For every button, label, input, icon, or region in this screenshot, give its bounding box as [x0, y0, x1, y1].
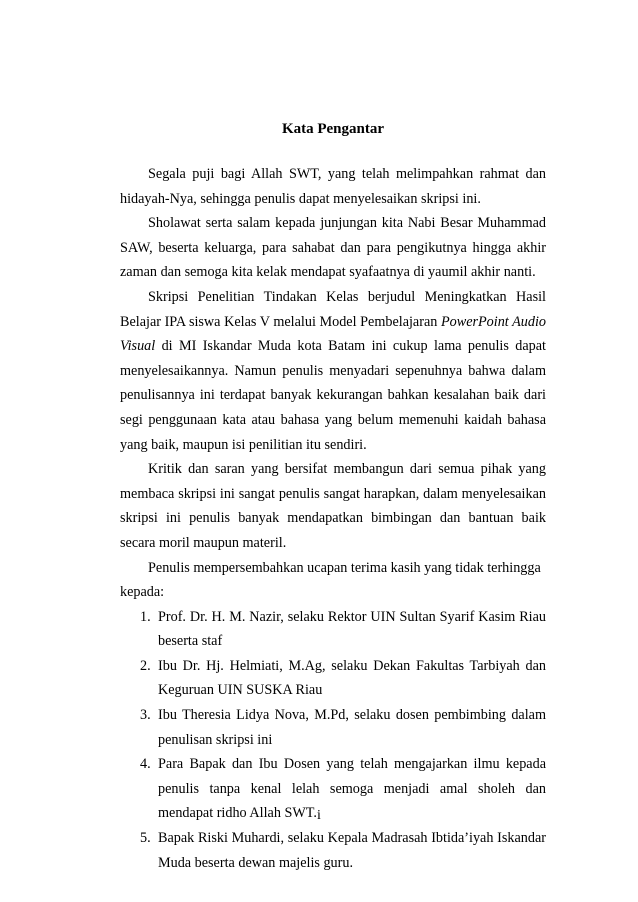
- paragraph-sholawat: Sholawat serta salam kepada junjungan kita Nabi Besar Muhammad SAW, beserta keluarga, para sahabat dan para pengikutnya hingga akhir zaman dan semoga kita kelak mendapat syafaatnya di yaumil akhir nanti.: [120, 215, 546, 281]
- thanks-list: [120, 605, 546, 876]
- paragraph-critique: Kritik dan saran yang bersifat membangun dari semua pihak yang membaca skripsi ini sangat penulis sangat harapkan, dalam menyelesaikan skripsi ini penulis banyak mendapatkan bimbingan dan bantuan baik secara moril maupun materil.: [120, 461, 546, 551]
- paragraph-opening: Segala puji bagi Allah SWT, yang telah melimpahkan rahmat dan hidayah-Nya, sehingga penulis dapat menyelesaikan skripsi ini.: [120, 166, 546, 207]
- list-item-text: Para Bapak dan Ibu Dosen yang telah mengajarkan ilmu kepada penulis tanpa kenal lelah semoga menjadi amal sholeh dan mendapat ridho Allah SWT.: [158, 756, 546, 822]
- list-item: [120, 703, 546, 752]
- page-number: i: [317, 808, 321, 823]
- list-item: [120, 654, 546, 703]
- list-item-text: Bapak Riski Muhardi, selaku Kepala Madrasah Ibtida’iyah Iskandar Muda beserta dewan majelis guru.: [158, 830, 546, 871]
- list-item-number: 4.: [140, 756, 151, 773]
- list-item-text: Prof. Dr. H. M. Nazir, selaku Rektor UIN Sultan Syarif Kasim Riau beserta staf: [158, 608, 546, 650]
- paragraph-research: [120, 285, 546, 457]
- paragraph-thanks-continued: kepada:: [120, 584, 165, 601]
- document-body: [120, 118, 546, 875]
- list-item-number: 3.: [140, 707, 151, 724]
- paragraph-thanks-intro: Penulis mempersembahkan ucapan terima kasih yang tidak terhingga: [148, 559, 541, 576]
- list-item-number: 2.: [140, 657, 151, 674]
- list-item: [120, 605, 546, 654]
- research-text-before: Skripsi Penelitian Tindakan Kelas berjudul Meningkatkan Hasil Belajar IPA siswa Kelas V melalui Model Pembelajaran: [120, 288, 546, 330]
- list-item-number: 5.: [140, 830, 151, 847]
- list-item-number: 1.: [140, 608, 151, 625]
- research-text-italic: PowerPoint Audio Visual: [120, 313, 546, 355]
- list-item-text: Ibu Theresia Lidya Nova, M.Pd, selaku dosen pembimbing dalam penulisan skripsi ini: [158, 707, 546, 748]
- page-title: Kata Pengantar: [281, 121, 385, 137]
- list-item: [120, 826, 546, 875]
- list-item-text: Ibu Dr. Hj. Helmiati, M.Ag, selaku Dekan Fakultas Tarbiyah dan Keguruan UIN SUSKA Riau: [158, 657, 546, 699]
- research-text-after: di MI Iskandar Muda kota Batam ini cukup lama penulis dapat menyelesaikannya. Namun penulis menyadari sepenuhnya bahwa dalam penulisannya ini terdapat banyak kekurangan bahkan kesalahan baik dari segi penggunaan kata atau bahasa yang belum memenuhi kaidah bahasa yang baik, maupun isi penilitian itu sendiri.: [120, 338, 546, 453]
